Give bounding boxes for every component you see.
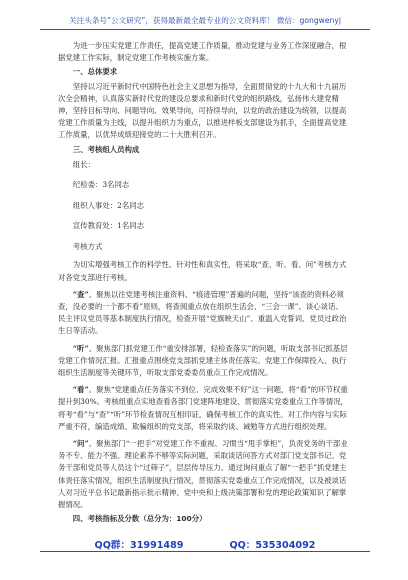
intro-paragraph: 为进一步压实党建工作责任，提高党建工作质量，推动党建与业务工作深度融合，根据党建工作实际，制定党建工作考核实施方案。 [58,41,347,63]
section-3-heading: 三、考核组人员构成 [72,144,140,154]
method-listen-paragraph [58,343,350,380]
team-composition [58,158,350,255]
team-member-discipline: 纪检委：3名同志 [72,180,130,190]
method-check-text: 。聚焦以往党建考核注重资料、“痕迹管理”普遍的问题，坚持“该查的资料必须查，没必要的一个都不看”原则，将查阅重点放在组织生活会、“三会一课”、谈心谈话、民主评议党员等基本制度执行情况，检查开展“党旗映天山”、重温入党誓词、党员过政治生日等活动。 [58,289,347,336]
footer-qq-group: QQ群：31991489 [94,540,184,551]
method-listen-text: 。聚焦部门抓党建工作“重安排部署，轻检查落实”的问题，听取支部书记抓基层党建工作情况汇报。汇报重点围绕党支部抓党建主体责任落实、党建工作保障投入、执行组织生活制度等关键环节，听取支部党委委员重点工作完成情况。 [58,343,348,377]
page-header-banner: 关注头条号“公文研究”，获得最新最全最专业的公文资料库！ 微信：gongwenyj [69,16,341,25]
section-1-heading: 一、总体要求 [72,67,118,77]
section-1-body: 坚持以习近平新时代中国特色社会主义思想为指导，全面贯彻党的十九大和十九届历次全会精神，认真落实新时代党的建设总要求和新时代党的组织路线，弘扬伟大建党精神，坚持目标导向、问题导向、效果导向，可持续导向，以党的政治建设为统领，以提高党建工作质量为主线，以提升组织力为重点，以推进样板支部建设为抓手，全面提高党建工作质量，以优异成绩迎接党的二十大胜利召开。 [58,81,347,140]
method-keyword-check: “查” [72,289,89,299]
method-ask-text: 。聚焦部门“一把手”对党建工作不重视、习惯当“甩手掌柜”，负责党务的干部业务不专、能力不强、理论素养不够等实际问题，采取谈话问答方式对部门党支部书记、党务干部和党员等人员这个“过筛子”，层层传导压力。通过询问重点了解“一把手”抓党建主体责任落实情况，组织生活制度执行情况，贯彻落实党委重点工作完成情况，以及被谈话人对习近平总书记最新指示批示精神、党中央和上级决策部署和党的理论政策知识了解掌握情况。 [58,438,348,509]
team-member-personnel: 组织人事处：2名同志 [72,200,145,210]
group-leader-label: 组长： [72,159,95,169]
page-footer [40,537,370,551]
method-keyword-listen: “听” [72,343,89,353]
method-keyword-ask: “问” [72,438,89,448]
method-intro: 为切实增强考核工作的科学性、针对性和真实性，将采取“查、听、看、问”考核方式对各党支部进行考核。 [58,260,347,282]
header-divider [40,29,370,30]
method-look-text: 。聚焦“党建重点任务落实不到位、完成效果不好”这一问题，将“看”的环节权重提升到30%。考核组重点实地查看各部门党建阵地建设、贯彻落实党委重点工作等情况，将考“看”与“查”“听”环节检查情况互相印证，确保考核工作的真实性。对工作内容与实际严重不符，编造成绩、欺骗组织的党支部，将采取约谈、诫勉等方式进行组织处理。 [58,385,348,431]
method-subheading: 考核方式 [72,241,103,251]
document-body [58,40,350,527]
footer-qq-contact: QQ：535304092 [229,540,316,551]
method-check-paragraph [58,289,350,338]
method-ask-paragraph [58,438,350,511]
method-keyword-look: “看” [72,385,89,395]
footer-divider [40,551,370,552]
section-4-heading: 四、考核指标及分数（总分为：100分） [72,514,207,524]
method-look-paragraph [58,384,350,433]
team-member-publicity: 宣传教育处：1名同志 [72,221,145,231]
